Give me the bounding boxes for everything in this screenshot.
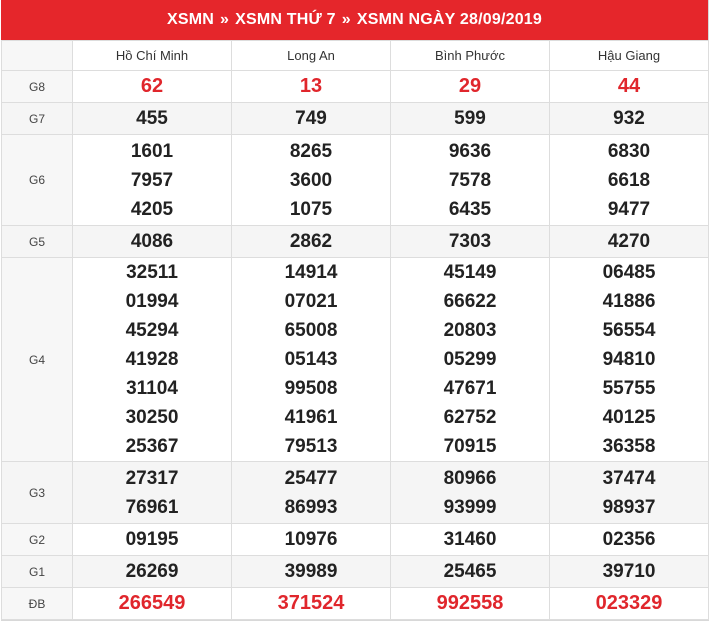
prize-cell	[73, 258, 232, 462]
results-table	[1, 40, 709, 620]
prize-number: 47671	[443, 378, 497, 399]
prize-number: 40125	[602, 407, 656, 428]
prize-number: 13	[299, 75, 323, 97]
breadcrumb	[1, 0, 708, 40]
special-prize-number: 371524	[277, 592, 345, 614]
prize-row-g6	[2, 135, 709, 226]
prize-number: 599	[454, 108, 486, 129]
prize-number: 6618	[607, 169, 651, 191]
province-header-row	[2, 41, 709, 71]
prize-number: 20803	[443, 320, 497, 341]
prize-number: 32511	[126, 262, 178, 283]
special-prize-number: 992558	[436, 592, 504, 614]
prize-label: G3	[2, 462, 73, 524]
prize-number: 05299	[443, 349, 497, 370]
prize-number: 25367	[125, 436, 179, 457]
prize-number: 932	[613, 108, 645, 129]
prize-number: 99508	[284, 378, 338, 399]
breadcrumb-current-date: XSMN NGÀY 28/09/2019	[356, 11, 542, 28]
prize-number: 66622	[443, 291, 497, 312]
prize-cell	[391, 258, 550, 462]
province-name: Bình Phước	[391, 41, 550, 71]
prize-cell	[232, 103, 391, 135]
prize-number: 94810	[602, 349, 656, 370]
prize-cell	[550, 103, 709, 135]
prize-label: G5	[2, 226, 73, 258]
prize-number: 62752	[443, 407, 497, 428]
prize-cell	[232, 524, 391, 556]
prize-cell	[73, 588, 232, 620]
prize-cell	[232, 71, 391, 103]
prize-number: 6830	[607, 140, 651, 162]
prize-number: 25477	[284, 467, 338, 489]
prize-label: G8	[2, 71, 73, 103]
prize-row-g3	[2, 462, 709, 524]
prize-number: 07021	[284, 291, 338, 312]
prize-cell	[73, 71, 232, 103]
prize-label: G1	[2, 556, 73, 588]
prize-label: G6	[2, 135, 73, 226]
prize-number: 3600	[289, 169, 333, 191]
prize-number: 41928	[125, 349, 179, 370]
prize-number: 44	[617, 75, 641, 97]
prize-number: 01994	[125, 291, 179, 312]
prize-number: 4086	[130, 231, 174, 252]
prize-number: 45294	[125, 320, 179, 341]
prize-number: 39710	[602, 561, 656, 582]
prize-number: 7303	[448, 231, 492, 252]
prize-cell	[391, 588, 550, 620]
prize-cell	[391, 226, 550, 258]
prize-cell	[550, 71, 709, 103]
prize-number: 7578	[448, 169, 492, 191]
prize-row-g5	[2, 226, 709, 258]
prize-cell	[550, 556, 709, 588]
prize-label: G2	[2, 524, 73, 556]
prize-number: 86993	[284, 496, 338, 518]
prize-cell	[232, 556, 391, 588]
prize-cell	[391, 524, 550, 556]
prize-number: 05143	[284, 349, 338, 370]
prize-number: 55755	[602, 378, 656, 399]
prize-number: 02356	[602, 529, 656, 550]
prize-number: 39989	[284, 561, 338, 582]
prize-number: 29	[458, 75, 482, 97]
prize-cell	[73, 556, 232, 588]
prize-row-special	[2, 588, 709, 620]
breadcrumb-separator: »	[220, 11, 230, 28]
prize-number: 25465	[443, 561, 497, 582]
prize-number: 1075	[289, 198, 333, 220]
breadcrumb-link-xsmn[interactable]: XSMN	[166, 11, 215, 28]
prize-number: 31104	[126, 378, 178, 399]
prize-row-g7	[2, 103, 709, 135]
prize-cell	[391, 135, 550, 226]
prize-number: 37474	[602, 467, 656, 489]
prize-number: 6435	[448, 198, 492, 220]
prize-cell	[550, 135, 709, 226]
prize-cell	[73, 462, 232, 524]
prize-cell	[73, 103, 232, 135]
prize-number: 62	[140, 75, 164, 97]
breadcrumb-separator: »	[341, 11, 351, 28]
prize-number: 65008	[284, 320, 338, 341]
prize-cell	[391, 103, 550, 135]
prize-number: 749	[295, 108, 327, 129]
prize-number: 76961	[125, 496, 179, 518]
lottery-results	[1, 0, 709, 621]
prize-cell	[550, 258, 709, 462]
prize-cell	[232, 226, 391, 258]
prize-number: 8265	[289, 140, 333, 162]
prize-number: 98937	[602, 496, 656, 518]
prize-row-g2	[2, 524, 709, 556]
prize-cell	[73, 135, 232, 226]
prize-number: 09195	[125, 529, 179, 550]
prize-number: 26269	[125, 561, 179, 582]
special-prize-number: 023329	[595, 592, 663, 614]
prize-cell	[73, 226, 232, 258]
prize-number: 56554	[602, 320, 656, 341]
prize-cell	[550, 524, 709, 556]
prize-label: G4	[2, 258, 73, 462]
prize-number: 4270	[607, 231, 651, 252]
prize-number: 2862	[289, 231, 333, 252]
prize-number: 30250	[125, 407, 179, 428]
prize-number: 79513	[284, 436, 338, 457]
prize-number: 4205	[130, 198, 174, 220]
prize-number: 9636	[448, 140, 492, 162]
prize-number: 41961	[284, 407, 338, 428]
prize-cell	[73, 524, 232, 556]
prize-row-g4	[2, 258, 709, 462]
prize-label: G7	[2, 103, 73, 135]
prize-label: ĐB	[2, 588, 73, 620]
prize-cell	[391, 462, 550, 524]
prize-row-g1	[2, 556, 709, 588]
special-prize-number: 266549	[118, 592, 186, 614]
prize-number: 7957	[130, 169, 174, 191]
prize-number: 27317	[125, 467, 179, 489]
prize-number: 41886	[602, 291, 656, 312]
prize-number: 455	[136, 108, 168, 129]
prize-number: 45149	[443, 262, 497, 283]
prize-number: 1601	[130, 140, 174, 162]
prize-cell	[550, 226, 709, 258]
prize-number: 36358	[602, 436, 656, 457]
prize-cell	[391, 71, 550, 103]
prize-number: 80966	[443, 467, 497, 489]
prize-cell	[232, 462, 391, 524]
prize-number: 14914	[284, 262, 338, 283]
prize-number: 06485	[602, 262, 656, 283]
corner-cell	[2, 41, 73, 71]
prize-cell	[550, 588, 709, 620]
prize-cell	[391, 556, 550, 588]
province-name: Hồ Chí Minh	[73, 41, 232, 71]
prize-number: 70915	[443, 436, 497, 457]
prize-cell	[232, 135, 391, 226]
prize-number: 10976	[284, 529, 338, 550]
prize-row-g8	[2, 71, 709, 103]
prize-number: 31460	[443, 529, 497, 550]
province-name: Long An	[232, 41, 391, 71]
prize-number: 93999	[443, 496, 497, 518]
prize-number: 9477	[607, 198, 651, 220]
breadcrumb-link-saturday[interactable]: XSMN THỨ 7	[235, 11, 336, 28]
province-name: Hậu Giang	[550, 41, 709, 71]
prize-cell	[232, 588, 391, 620]
prize-cell	[550, 462, 709, 524]
prize-cell	[232, 258, 391, 462]
